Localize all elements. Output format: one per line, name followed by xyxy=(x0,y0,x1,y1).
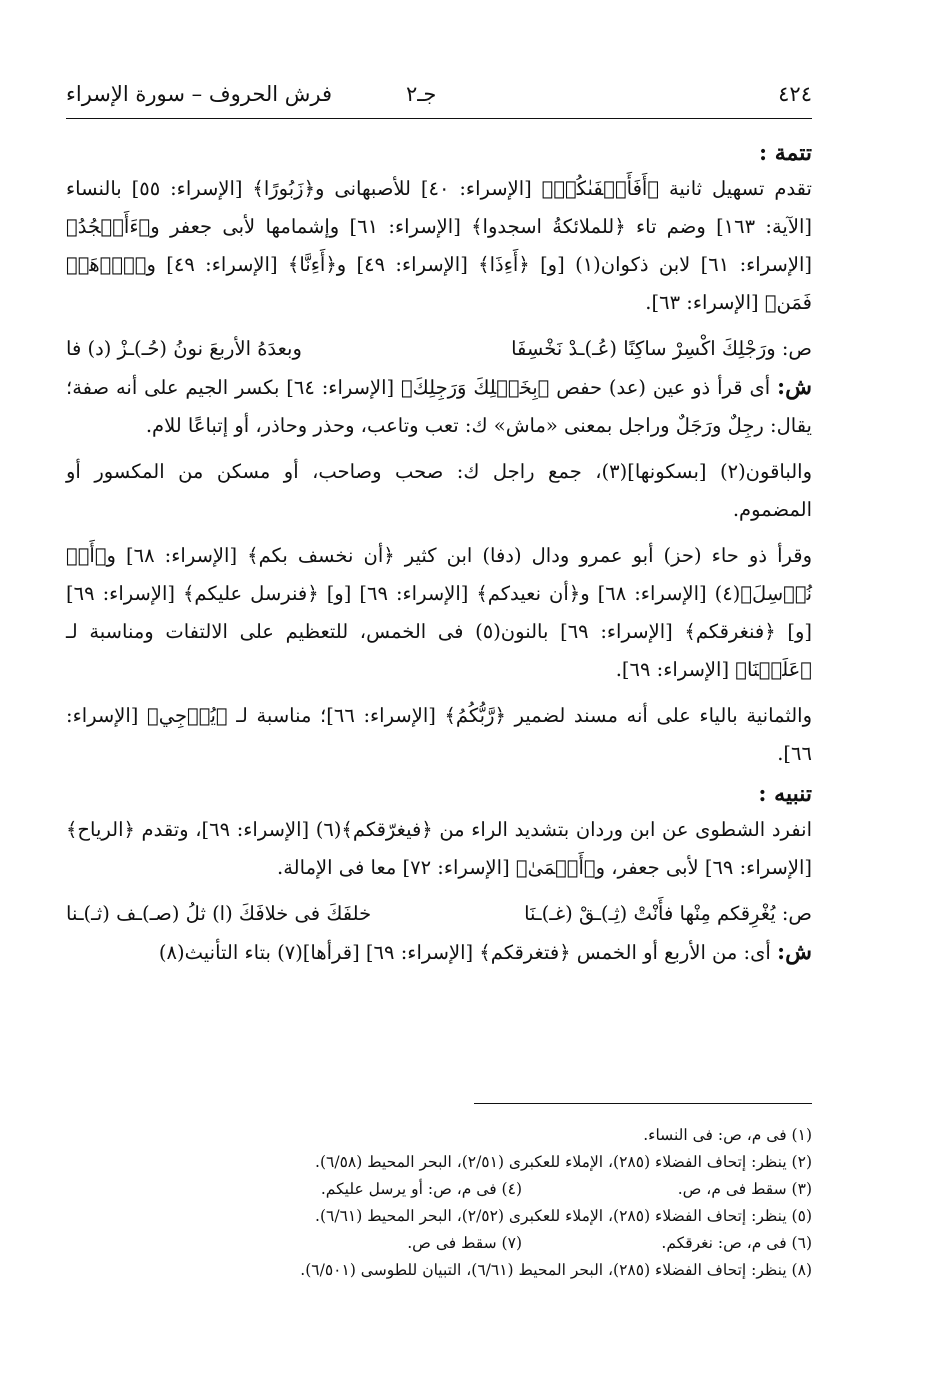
footnote: (٧) سقط فى ص. xyxy=(407,1234,522,1252)
footnote: (٨) ينظر: إتحاف الفضلاء (٢٨٥)، البحر المحيط (٦/٦١)، التبيان للطوسى (٦/٥٠١). xyxy=(300,1261,812,1279)
verse-hemistich-right: ص: يُغْرِقكم مِنْها فأَنْتْ (ثِـ)ـقْ (غـ)ـنَا xyxy=(524,902,812,925)
verse-line xyxy=(66,330,812,368)
commentary-text: أى قرأ ذو عين (عد) حفص ﴿بِخَيۡلِكَ وَرَجِلِكَ﴾ [الإسراء: ٦٤] بكسر الجيم على أنه صفة؛ يقال: رجِلٌ ورَجَلٌ وراجل بمعنى «ماش» ك: تعب وتاعب، وحذر وحاذر، أو إتباعًا للام. xyxy=(66,376,812,437)
commentary-text: أى: من الأربع أو الخمس ﴿فتغرقكم﴾ [الإسراء: ٦٩] [قرأها](٧) بتاء التأنيث(٨) xyxy=(158,941,771,964)
verse-hemistich-left: خلفَكَ فى خلافَكَ (ا) ثلُ (صـ)ـف (ثـ)ـنا xyxy=(66,902,372,925)
paragraph: والباقون(٢) [بسكونها](٣)، جمع راجل ك: صحب وصاحب، أو مسكن من المكسور أو المضموم. xyxy=(66,460,812,521)
footnotes xyxy=(66,1122,812,1284)
tanbih-paragraph: انفرد الشطوى عن ابن وردان بتشديد الراء من ﴿فيغرّقكم﴾(٦) [الإسراء: ٦٩]، وتقدم ﴿الرياح﴾ [الإسراء: ٦٩] لأبى جعفر، و﴿أَعۡمَىٰ﴾ [الإسراء: ٧٢] معا فى الإمالة. xyxy=(66,818,812,879)
commentary-paragraph xyxy=(66,933,812,972)
footnote-row xyxy=(66,1176,812,1203)
paragraph: والثمانية بالياء على أنه مسند لضمير ﴿رَّبُّكُمُ﴾ [الإسراء: ٦٦]؛ مناسبة لـ ﴿يُزۡجِي﴾ [الإسراء: ٦٦]. xyxy=(66,704,812,765)
running-header xyxy=(66,82,812,112)
verse-hemistich-right: ص: ورَجْلِكَ اكْسِرْ ساكِنًا (عُـ)ـدْ نَخْسِفَا xyxy=(511,337,812,360)
tatimma-heading: تتمة : xyxy=(758,140,812,166)
footnote-rule xyxy=(474,1103,812,1104)
tanbih-heading: تنبيه : xyxy=(758,781,812,807)
verse-hemistich-left: وبعدَهُ الأربعَ نونُ (حُـ)ـزْ (د) فا xyxy=(66,337,302,360)
page-number: ٤٢٤ xyxy=(778,82,812,106)
footnote: (٣) سقط فى م، ص. xyxy=(677,1180,812,1198)
main-text xyxy=(66,140,812,980)
tatimma-paragraph: تقدم تسهيل ثانية ﴿أَفَأَصۡفَىٰكُمۡ﴾ [الإسراء: ٤٠] للأصبهانى و﴿زَبُورًا﴾ [الإسراء: ٥٥] بالنساء [الآية: ١٦٣] وضم تاء ﴿للملائكةُ اسجدوا﴾ [الإسراء: ٦١] وإشمامها لأبى جعفر و﴿ءَأَسۡجُدُ﴾ [الإسراء: ٦١] لابن ذكوان(١) [و] ﴿أَءِذَا﴾ [الإسراء: ٤٩] و﴿أَءِنَّا﴾ [الإسراء: ٤٩] و﴿ٱذۡهَبۡ فَمَن﴾ [الإسراء: ٦٣]. xyxy=(66,177,813,314)
footnote: (٢) ينظر: إتحاف الفضلاء (٢٨٥)، الإملاء للعكبرى (٢/٥١)، البحر المحيط (٦/٥٨). xyxy=(315,1153,812,1171)
chapter-title: فرش الحروف – سورة الإسراء xyxy=(66,82,333,106)
footnote: (٦) فى م، ص: نغرقكم. xyxy=(661,1234,812,1252)
footnote: (١) فى م، ص: فى النساء. xyxy=(643,1126,812,1144)
verse-line xyxy=(66,895,812,933)
footnote: (٥) ينظر: إتحاف الفضلاء (٢٨٥)، الإملاء للعكبرى (٢/٥٢)، البحر المحيط (٦/٦١). xyxy=(315,1207,812,1225)
volume-label: جـ٢ xyxy=(406,82,437,106)
paragraph: وقرأ ذو حاء (حز) أبو عمرو ودال (دفا) ابن كثير ﴿أن نخسف بكم﴾ [الإسراء: ٦٨] و﴿أَوۡ نُرۡسِلَ﴾(٤) [الإسراء: ٦٨] و﴿أن نعيدكم﴾ [الإسراء: ٦٩] [و] ﴿فنرسل عليكم﴾ [الإسراء: ٦٩] [و] ﴿فنغرقكم﴾ [الإسراء: ٦٩] بالنون(٥) فى الخمس، للتعظيم على الالتفات ومناسبة لـ ﴿عَلَيۡنَا﴾ [الإسراء: ٦٩]. xyxy=(66,544,813,681)
footnote: (٤) فى م، ص: أو يرسل عليكم. xyxy=(320,1180,522,1198)
footnote-row xyxy=(66,1230,812,1257)
header-rule xyxy=(66,118,812,119)
commentary-label: ش: xyxy=(777,374,813,400)
commentary-label: ش: xyxy=(777,939,812,965)
commentary-paragraph xyxy=(66,368,812,445)
